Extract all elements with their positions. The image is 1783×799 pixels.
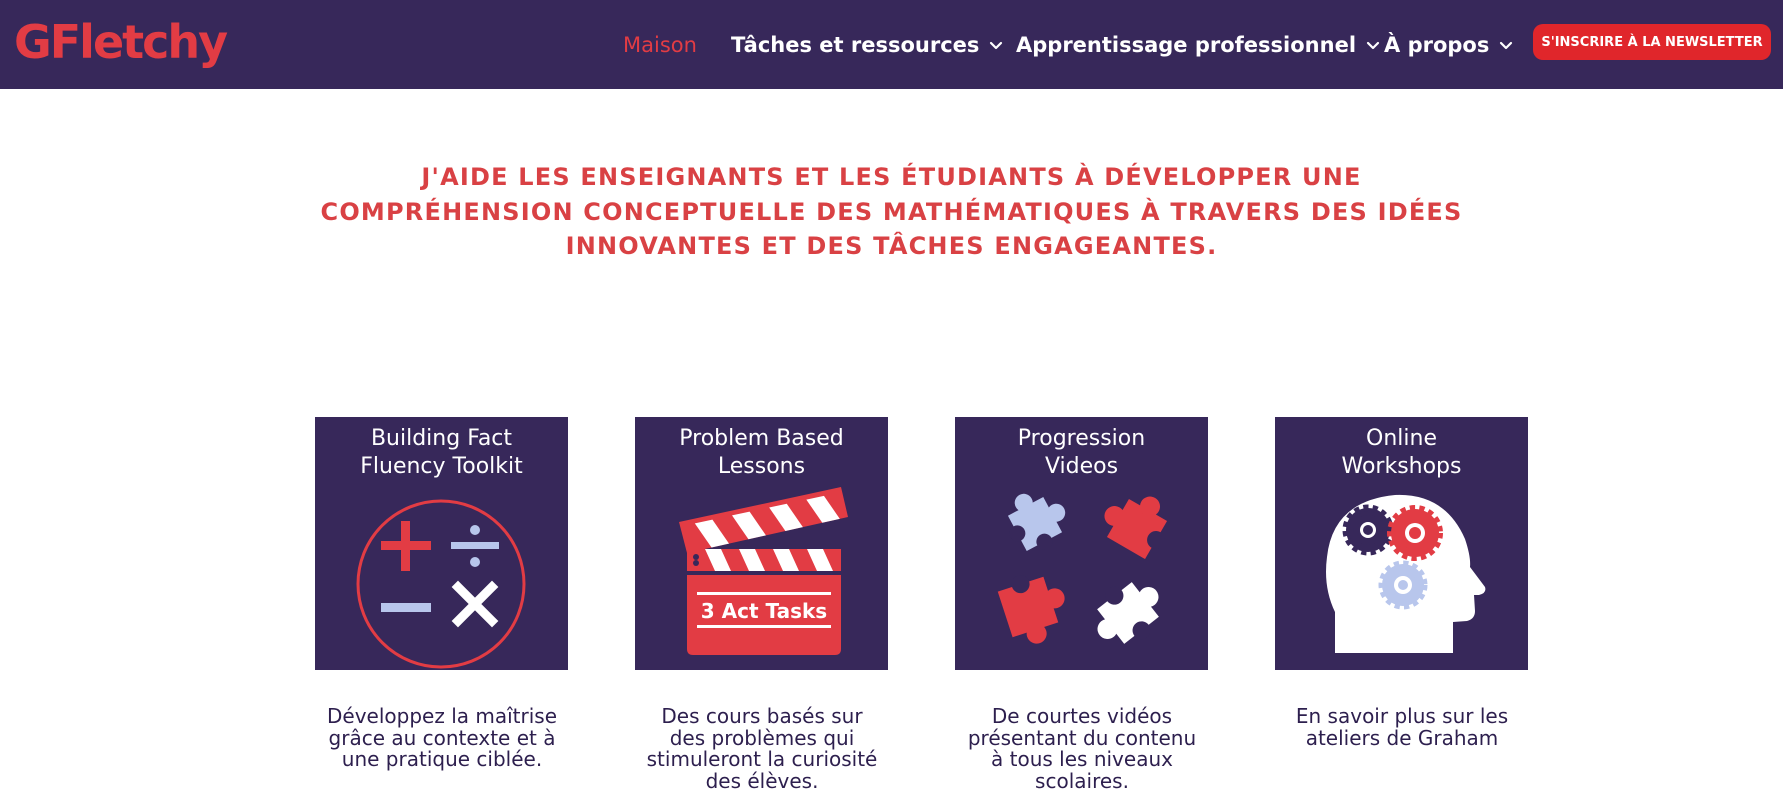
description-line: une pratique ciblée. (341, 747, 543, 771)
card-title (635, 425, 888, 481)
hero-line: J'AIDE LES ENSEIGNANTS ET LES ÉTUDIANTS À DÉVELOPPER UNE (421, 163, 1362, 191)
newsletter-signup-button[interactable]: S'INSCRIRE À LA NEWSLETTER (1533, 24, 1771, 60)
description-line: ateliers de Graham (1305, 725, 1499, 750)
site-logo[interactable]: GFletchy (14, 15, 227, 69)
chevron-down-icon (989, 38, 1003, 52)
card-title (1275, 425, 1528, 481)
hero-line: INNOVANTES ET DES TÂCHES ENGAGEANTES. (565, 232, 1218, 260)
card-title-line: Problem Based (679, 426, 844, 451)
description-line: En savoir plus sur les (1295, 704, 1509, 728)
card-title-line: Videos (1044, 454, 1119, 479)
nav-label: Tâches et ressources (731, 32, 980, 57)
nav-label: Maison (623, 32, 697, 57)
description-line: des problèmes qui (669, 725, 855, 750)
chevron-down-icon (1366, 38, 1380, 52)
hero-line: COMPRÉHENSION CONCEPTUELLE DES MATHÉMATIQUES À TRAVERS DES IDÉES (320, 197, 1463, 226)
card-title-line: Building Fact (370, 426, 513, 451)
nav-item-apprentissage[interactable] (1016, 0, 1380, 89)
card-title-line: Workshops (1341, 454, 1462, 479)
description-line: stimuleront la curiosité (646, 747, 878, 771)
clapperboard-label: 3 Act Tasks (700, 599, 828, 623)
card-title-line: Online (1366, 426, 1437, 451)
card-fact-fluency-toolkit[interactable] (315, 417, 568, 670)
description-line: présentant du contenu (967, 725, 1197, 750)
description-line: des élèves. (705, 768, 819, 793)
card-title-line: Lessons (717, 454, 806, 479)
nav-label: À propos (1384, 32, 1490, 57)
card-description (297, 706, 587, 771)
card-online-workshops[interactable] (1275, 417, 1528, 670)
nav-item-a-propos[interactable] (1384, 0, 1513, 89)
description-line: grâce au contexte et à (328, 725, 556, 750)
hero-tagline (200, 160, 1583, 264)
description-line: De courtes vidéos (991, 704, 1173, 728)
card-progression-videos[interactable] (955, 417, 1208, 670)
nav-label: Apprentissage professionnel (1016, 32, 1357, 57)
description-line: à tous les niveaux (991, 747, 1173, 771)
card-description (937, 706, 1227, 792)
card-description (617, 706, 907, 792)
card-description (1257, 706, 1547, 749)
card-title-line: Fluency Toolkit (360, 454, 523, 479)
nav-item-taches-ressources[interactable] (731, 0, 1003, 89)
chevron-down-icon (1499, 38, 1513, 52)
card-title (315, 425, 568, 481)
nav-item-maison[interactable] (623, 0, 697, 89)
card-problem-based-lessons[interactable] (635, 417, 888, 670)
top-navbar (0, 0, 1783, 89)
description-line: scolaires. (1035, 768, 1129, 793)
card-title (955, 425, 1208, 481)
description-line: Développez la maîtrise (327, 704, 557, 728)
card-title-line: Progression (1017, 426, 1146, 451)
description-line: Des cours basés sur (661, 704, 863, 728)
